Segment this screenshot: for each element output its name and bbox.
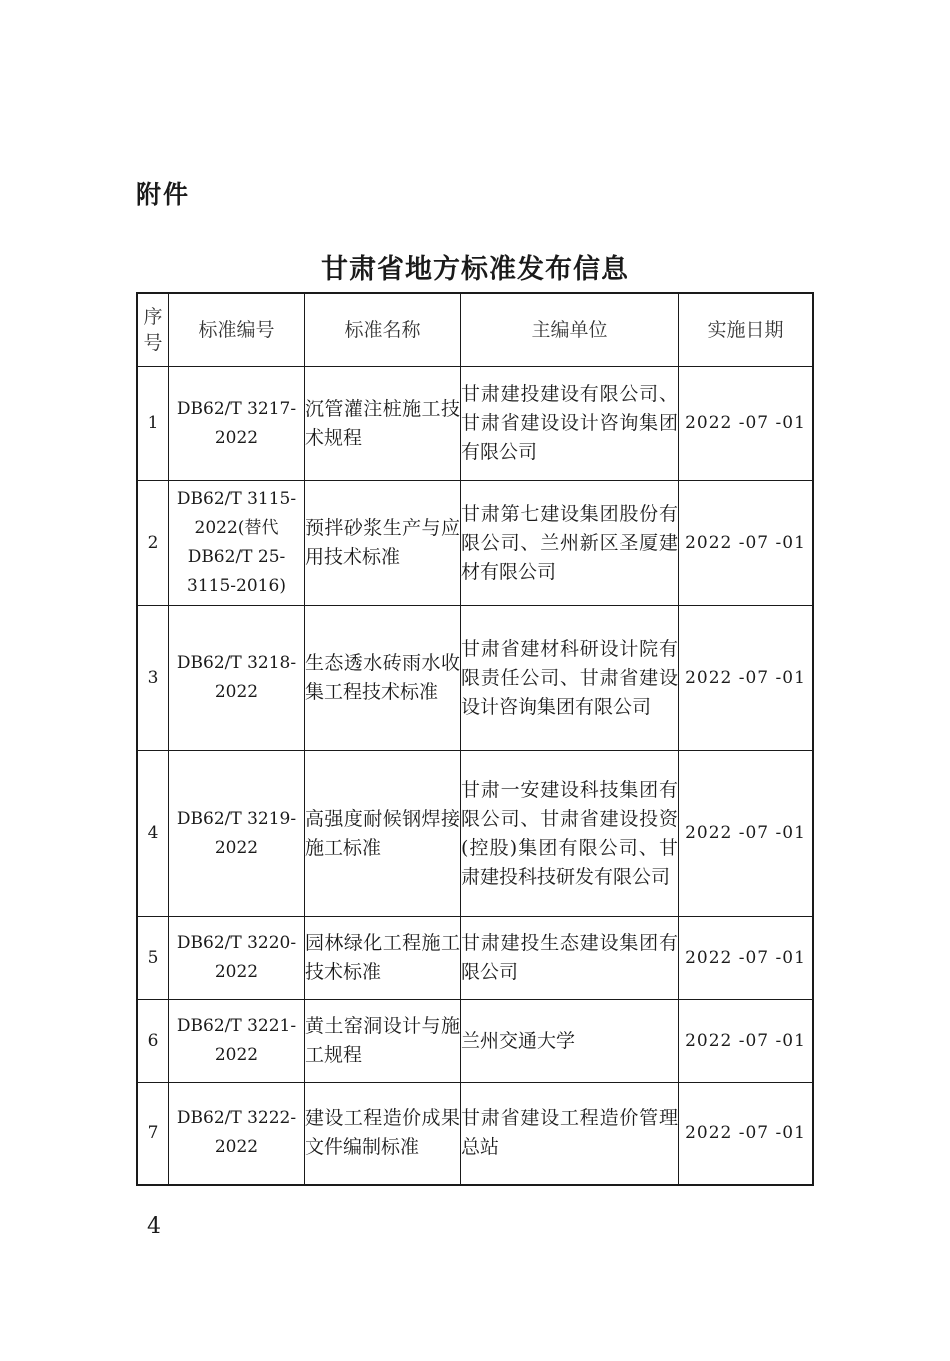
table-row (137, 1000, 813, 1083)
row-date: 2022 -07 -01 (679, 367, 814, 481)
row-code: DB62/T 3221-2022 (169, 1000, 305, 1083)
standards-table (136, 292, 814, 1186)
row-date: 2022 -07 -01 (679, 751, 814, 917)
row-code: DB62/T 3115-2022(替代DB62/T 25-3115-2016) (169, 481, 305, 606)
row-date: 2022 -07 -01 (679, 917, 814, 1000)
table-row (137, 751, 813, 917)
row-name: 预拌砂浆生产与应用技术标准 (305, 481, 461, 606)
row-date: 2022 -07 -01 (679, 606, 814, 751)
row-unit: 甘肃一安建设科技集团有限公司、甘肃省建设投资(控股)集团有限公司、甘肃建投科技研发有限公司 (461, 751, 679, 917)
row-unit: 甘肃省建材科研设计院有限责任公司、甘肃省建设设计咨询集团有限公司 (461, 606, 679, 751)
row-code: DB62/T 3219-2022 (169, 751, 305, 917)
row-name: 生态透水砖雨水收集工程技术标准 (305, 606, 461, 751)
row-unit: 甘肃建投建设有限公司、甘肃省建设设计咨询集团有限公司 (461, 367, 679, 481)
row-date: 2022 -07 -01 (679, 481, 814, 606)
row-name: 园林绿化工程施工技术标准 (305, 917, 461, 1000)
attachment-label: 附件 (136, 180, 191, 209)
row-unit: 兰州交通大学 (461, 1000, 679, 1083)
table-row (137, 917, 813, 1000)
row-unit: 甘肃建投生态建设集团有限公司 (461, 917, 679, 1000)
row-name: 建设工程造价成果文件编制标准 (305, 1083, 461, 1185)
row-code: DB62/T 3222-2022 (169, 1083, 305, 1185)
header-unit: 主编单位 (461, 293, 679, 367)
header-code: 标准编号 (169, 293, 305, 367)
row-seq: 1 (137, 367, 169, 481)
header-name: 标准名称 (305, 293, 461, 367)
table-row (137, 1083, 813, 1185)
row-code: DB62/T 3220-2022 (169, 917, 305, 1000)
row-code: DB62/T 3217-2022 (169, 367, 305, 481)
row-unit: 甘肃省建设工程造价管理总站 (461, 1083, 679, 1185)
page-number: 4 (147, 1214, 161, 1239)
row-unit: 甘肃第七建设集团股份有限公司、兰州新区圣厦建材有限公司 (461, 481, 679, 606)
row-date: 2022 -07 -01 (679, 1000, 814, 1083)
table-header-row (137, 293, 813, 367)
table-row (137, 606, 813, 751)
row-date: 2022 -07 -01 (679, 1083, 814, 1185)
row-name: 黄土窑洞设计与施工规程 (305, 1000, 461, 1083)
header-date: 实施日期 (679, 293, 814, 367)
row-seq: 4 (137, 751, 169, 917)
table-row (137, 481, 813, 606)
row-name: 高强度耐候钢焊接施工标准 (305, 751, 461, 917)
row-name: 沉管灌注桩施工技术规程 (305, 367, 461, 481)
row-seq: 7 (137, 1083, 169, 1185)
header-seq: 序号 (137, 293, 169, 367)
row-code: DB62/T 3218-2022 (169, 606, 305, 751)
table-row (137, 367, 813, 481)
row-seq: 3 (137, 606, 169, 751)
row-seq: 6 (137, 1000, 169, 1083)
document-title: 甘肃省地方标准发布信息 (321, 254, 629, 285)
row-seq: 2 (137, 481, 169, 606)
row-seq: 5 (137, 917, 169, 1000)
